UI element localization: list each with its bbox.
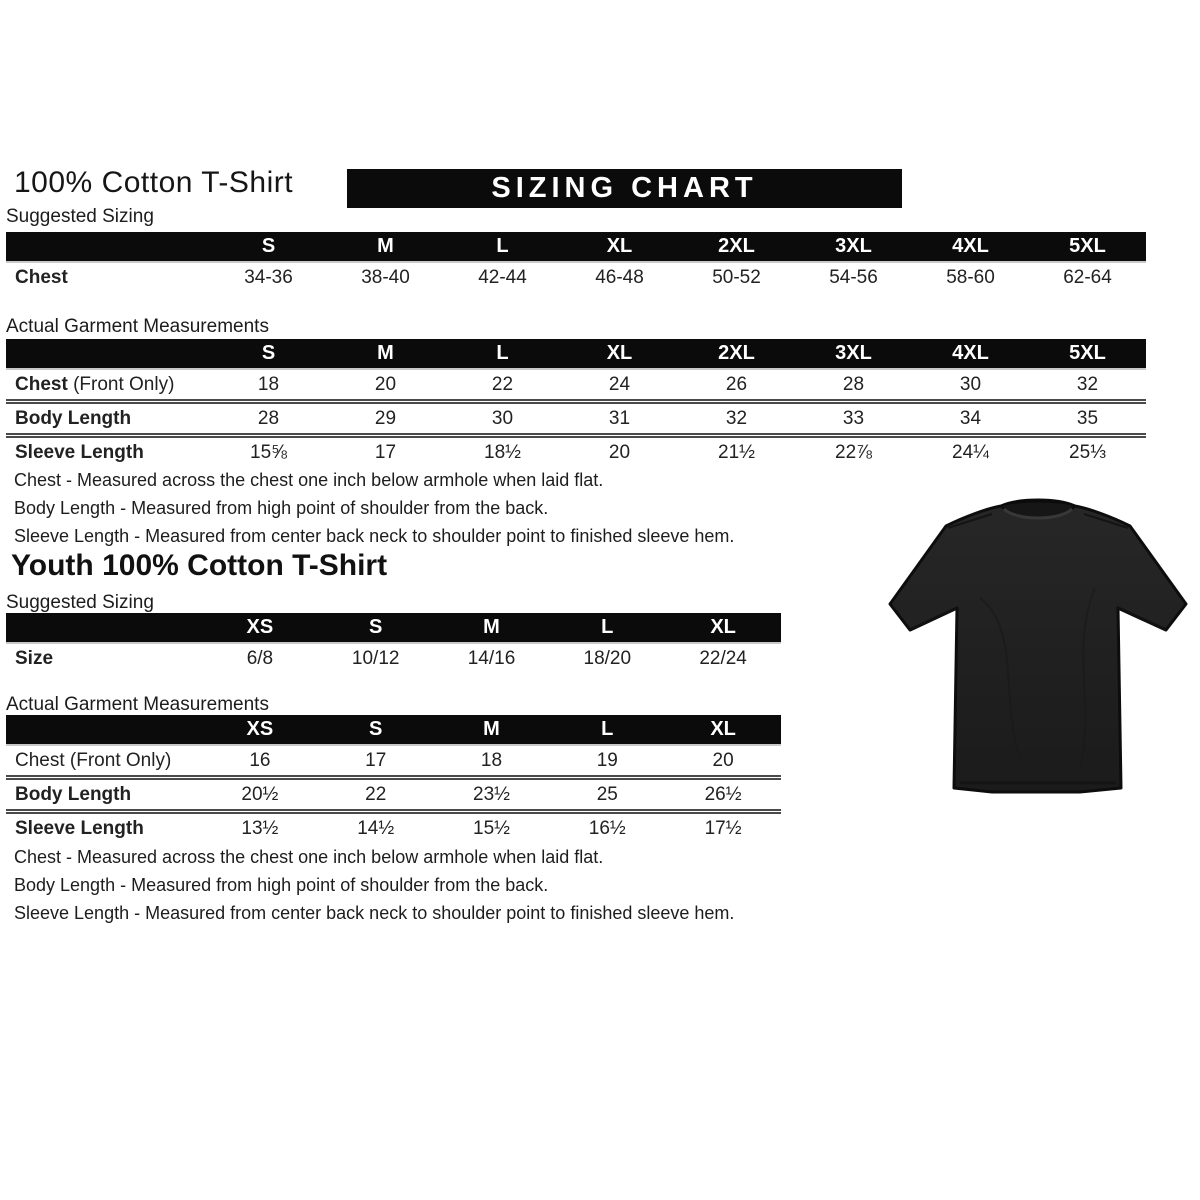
- size-column-header: S: [210, 232, 327, 262]
- measurement-cell: 16: [249, 749, 271, 771]
- row-label: Chest (Front Only): [15, 373, 175, 395]
- measurement-note: Body Length - Measured from high point of shoulder from the back.: [14, 875, 549, 895]
- size-column-header: XL: [665, 613, 781, 643]
- table-row: [6, 369, 1146, 402]
- measurement-note: Chest - Measured across the chest one inch below armhole when laid flat.: [14, 470, 604, 490]
- measurement-cell: 22/24: [699, 647, 747, 669]
- row-label: Sleeve Length: [6, 436, 210, 468]
- measurement-cell: 35: [1029, 402, 1146, 436]
- size-column-header: 3XL: [795, 232, 912, 262]
- row-label: Chest: [15, 266, 68, 288]
- size-column-header: 2XL: [678, 339, 795, 369]
- measurement-cell: 62-64: [1063, 266, 1112, 288]
- measurement-cell: 32: [1076, 373, 1099, 395]
- measurement-cell: 25: [549, 778, 665, 812]
- adult-suggested-sizing-table: [6, 232, 1146, 292]
- measurement-cell: 58-60: [946, 266, 995, 288]
- size-column-header: 4XL: [912, 232, 1029, 262]
- header-spacer-cell: [6, 613, 202, 643]
- measurement-cell: 20: [712, 749, 734, 771]
- size-column-header: XS: [202, 715, 318, 745]
- adult-measurements-table: [6, 339, 1146, 467]
- measurement-cell: 30: [959, 373, 982, 395]
- size-column-header: M: [327, 232, 444, 262]
- measurement-cell: 17: [365, 749, 387, 771]
- measurement-cell: 22⅞: [795, 436, 912, 468]
- header-spacer-cell: [6, 232, 210, 262]
- youth-measurements-label: Actual Garment Measurements: [6, 694, 269, 715]
- measurement-note: Body Length - Measured from high point of shoulder from the back.: [14, 498, 549, 518]
- youth-measurements-table: [6, 715, 781, 843]
- adult-measurements-label: Actual Garment Measurements: [6, 316, 269, 337]
- measurement-cell: 21½: [678, 436, 795, 468]
- measurement-cell: 31: [561, 402, 678, 436]
- adult-measurement-notes: [14, 466, 734, 550]
- measurement-cell: 26½: [665, 778, 781, 812]
- table-row: [6, 436, 1146, 468]
- measurement-cell: 24¼: [912, 436, 1029, 468]
- measurement-cell: 22: [318, 778, 434, 812]
- measurement-cell: 25⅓: [1029, 436, 1146, 468]
- header-row: [6, 613, 781, 643]
- measurement-cell: 18: [257, 373, 280, 395]
- size-column-header: XL: [561, 339, 678, 369]
- measurement-cell: 15½: [434, 812, 550, 844]
- size-column-header: XS: [202, 613, 318, 643]
- row-label: Size: [15, 647, 54, 669]
- measurement-cell: 10/12: [351, 647, 400, 669]
- measurement-cell: 24: [608, 373, 631, 395]
- measurement-cell: 54-56: [829, 266, 878, 288]
- youth-suggested-sizing-table: [6, 613, 781, 673]
- size-column-header: 3XL: [795, 339, 912, 369]
- header-spacer-cell: [6, 339, 210, 369]
- youth-measurement-notes: [14, 843, 734, 927]
- measurement-cell: 38-40: [361, 266, 410, 288]
- measurement-note: Sleeve Length - Measured from center back neck to shoulder point to finished sleeve hem.: [14, 526, 735, 546]
- measurement-cell: 32: [678, 402, 795, 436]
- size-column-header: 5XL: [1029, 339, 1146, 369]
- header-row: [6, 715, 781, 745]
- measurement-cell: 15⅝: [210, 436, 327, 468]
- measurement-cell: 50-52: [712, 266, 761, 288]
- measurement-cell: 13½: [202, 812, 318, 844]
- measurement-cell: 20: [374, 373, 397, 395]
- measurement-cell: 14½: [318, 812, 434, 844]
- table-row: [6, 262, 1146, 292]
- measurement-cell: 17: [327, 436, 444, 468]
- measurement-note: Sleeve Length - Measured from center back neck to shoulder point to finished sleeve hem.: [14, 903, 735, 923]
- measurement-cell: 23½: [434, 778, 550, 812]
- tshirt-image: [880, 478, 1200, 808]
- measurement-cell: 46-48: [595, 266, 644, 288]
- size-column-header: L: [549, 613, 665, 643]
- measurement-cell: 16½: [549, 812, 665, 844]
- row-label: Chest (Front Only): [15, 749, 172, 771]
- table-row: [6, 402, 1146, 436]
- size-column-header: L: [444, 232, 561, 262]
- measurement-cell: 17½: [665, 812, 781, 844]
- measurement-cell: 20½: [202, 778, 318, 812]
- header-row: [6, 232, 1146, 262]
- measurement-cell: 30: [444, 402, 561, 436]
- size-column-header: 2XL: [678, 232, 795, 262]
- row-label: Body Length: [6, 778, 202, 812]
- size-column-header: M: [327, 339, 444, 369]
- table-row: [6, 643, 781, 673]
- size-column-header: 4XL: [912, 339, 1029, 369]
- measurement-cell: 28: [210, 402, 327, 436]
- header-row: [6, 339, 1146, 369]
- table-row: [6, 812, 781, 844]
- sizing-chart-banner-text: SIZING CHART: [491, 172, 758, 204]
- measurement-note: Chest - Measured across the chest one inch below armhole when laid flat.: [14, 847, 604, 867]
- table-row: [6, 745, 781, 778]
- page-title: 100% Cotton T-Shirt: [14, 166, 294, 199]
- measurement-cell: 34-36: [244, 266, 293, 288]
- size-column-header: S: [318, 715, 434, 745]
- size-column-header: 5XL: [1029, 232, 1146, 262]
- size-column-header: S: [318, 613, 434, 643]
- measurement-cell: 34: [912, 402, 1029, 436]
- table-row: [6, 778, 781, 812]
- measurement-cell: 19: [596, 749, 618, 771]
- tshirt-shape: [890, 500, 1186, 792]
- size-column-header: M: [434, 613, 550, 643]
- size-column-header: L: [444, 339, 561, 369]
- measurement-cell: 26: [725, 373, 748, 395]
- measurement-cell: 33: [795, 402, 912, 436]
- measurement-cell: 22: [491, 373, 514, 395]
- size-column-header: L: [549, 715, 665, 745]
- measurement-cell: 6/8: [246, 647, 274, 669]
- measurement-cell: 42-44: [478, 266, 527, 288]
- size-column-header: M: [434, 715, 550, 745]
- measurement-cell: 20: [561, 436, 678, 468]
- measurement-cell: 28: [842, 373, 865, 395]
- sizing-chart-banner: [347, 169, 902, 208]
- measurement-cell: 18/20: [583, 647, 632, 669]
- adult-suggested-sizing-label: Suggested Sizing: [6, 206, 154, 227]
- size-column-header: XL: [561, 232, 678, 262]
- row-label: Sleeve Length: [6, 812, 202, 844]
- size-column-header: S: [210, 339, 327, 369]
- row-label: Body Length: [6, 402, 210, 436]
- youth-suggested-sizing-label: Suggested Sizing: [6, 592, 154, 613]
- measurement-cell: 18½: [444, 436, 561, 468]
- youth-section-title: Youth 100% Cotton T-Shirt: [11, 549, 388, 582]
- header-spacer-cell: [6, 715, 202, 745]
- measurement-cell: 29: [327, 402, 444, 436]
- size-column-header: XL: [665, 715, 781, 745]
- measurement-cell: 14/16: [467, 647, 516, 669]
- measurement-cell: 18: [480, 749, 503, 771]
